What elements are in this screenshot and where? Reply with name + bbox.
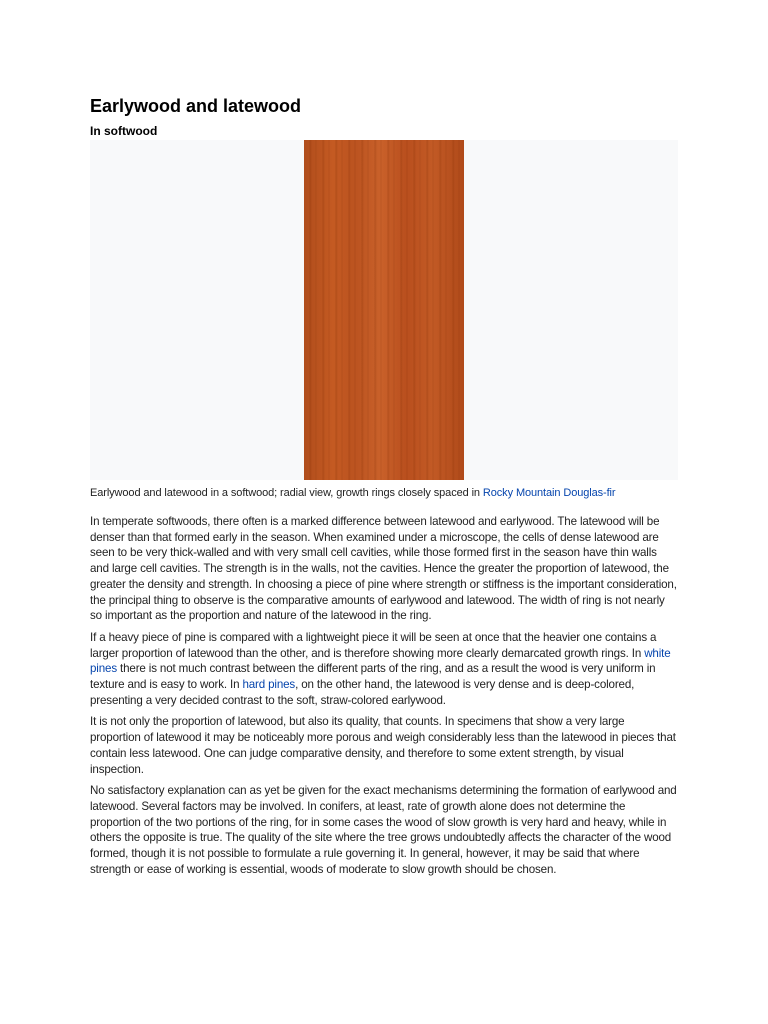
hard-pines-link[interactable]: hard pines — [242, 678, 296, 692]
figure-caption — [90, 487, 690, 499]
section-subtitle: In softwood — [90, 124, 158, 138]
paragraph-2 — [90, 630, 678, 709]
paragraph-2-part-2: there is not much contrast between the different parts of the ring, and as a result the wood is very uniform in texture and is easy to work. In — [90, 662, 656, 692]
caption-text: Earlywood and latewood in a softwood; radial view, growth rings closely spaced in — [90, 487, 483, 499]
article-body — [90, 514, 678, 883]
paragraph-4: No satisfactory explanation can as yet be given for the exact mechanisms determining the formation of earlywood and latewood. Several factors may be involved. In conifers, at least, rate of growth alone does not determine the proportion of the two portions of the ring, for in some cases the wood of slow growth is very hard and heavy, while in others the opposite is true. The quality of the site where the tree grows undoubtedly affects the character of the wood formed, though it is not possible to formulate a rule governing it. In general, however, it may be said that where strength or ease of working is essential, woods of moderate to slow growth should be chosen. — [90, 784, 677, 876]
paragraph-1: In temperate softwoods, there often is a marked difference between latewood and earlywood. The latewood will be denser than that formed early in the season. When examined under a microscope, the cells of dense latewood are seen to be very thick-walled and with very small cell cavities, while those formed first in the season have thin walls and large cell cavities. The strength is in the walls, not the cavities. Hence the greater the proportion of latewood, the greater the density and strength. In choosing a piece of pine where strength or stiffness is the important consideration, the principal thing to observe is the comparative amounts of earlywood and latewood. The width of ring is not nearly so important as the proportion and nature of the latewood in the ring. — [90, 515, 677, 623]
paragraph-2-part-3: , on the other hand, the latewood is very dense and is deep-colored, presenting a very decided contrast to the soft, straw-colored earlywood. — [90, 678, 635, 707]
page-title: Earlywood and latewood — [90, 96, 302, 116]
white-pines-link[interactable]: white pines — [90, 646, 671, 676]
paragraph-2-part-1: If a heavy piece of pine is compared with a lightweight piece it will be seen at once that the heavier one contains a larger proportion of latewood than the other, and is therefore showing more clearly demarcated growth rings. In — [90, 630, 657, 660]
wood-grain-image[interactable] — [304, 140, 464, 480]
paragraph-3: It is not only the proportion of latewood, but also its quality, that counts. In specimens that show a very large proportion of latewood it may be noticeably more porous and weigh considerably less than the latewood in pieces that contain less latewood. One can judge comparative density, and therefore to some extent strength, by visual inspection. — [90, 715, 676, 776]
douglas-fir-link[interactable]: Rocky Mountain Douglas-fir — [482, 487, 616, 499]
figure — [90, 140, 678, 480]
